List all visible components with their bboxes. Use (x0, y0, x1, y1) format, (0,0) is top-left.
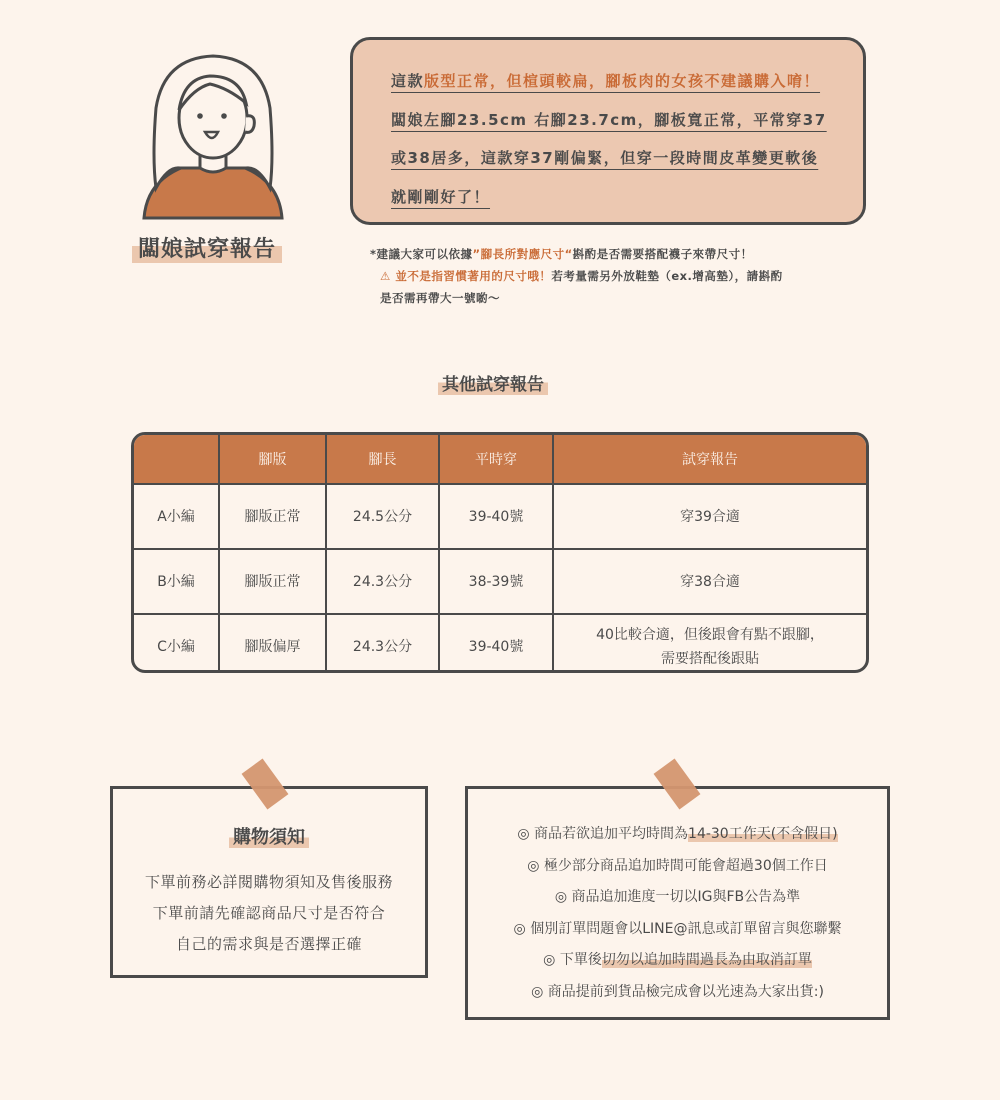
table-header (134, 435, 219, 484)
note-line-1: *建議大家可以依據”腳長所對應尺寸“斟酌是否需要搭配襪子來帶尺寸！ (370, 247, 753, 261)
purchase-notice-title: 購物須知 (229, 827, 309, 848)
restock-line: ◎ 商品若欲追加平均時間為14-30工作天(不含假日) (517, 826, 838, 842)
restock-line: ◎ 下單後切勿以追加時間過長為由取消訂單 (543, 952, 812, 968)
speech-bubble (350, 37, 866, 225)
table-cell: 24.3公分 (326, 549, 439, 614)
bubble-line-4: 就剛剛好了！ (391, 187, 491, 206)
restock-line: ◎ 極少部分商品追加時間可能會超過30個工作日 (527, 857, 828, 874)
table-cell: 腳版正常 (219, 484, 326, 549)
note-line-2: ⚠ 並不是指習慣著用的尺寸哦！若考量需另外放鞋墊（ex.增高墊），請斟酌 (380, 269, 783, 283)
warning-icon: ⚠ (380, 269, 391, 283)
other-reports-title: 其他試穿報告 (438, 370, 548, 395)
table-cell: 24.3公分 (326, 614, 439, 673)
size-note (370, 243, 850, 309)
bubble-line-2: 闆娘左腳23.5cm 右腳23.7cm，腳板寬正常，平常穿37 (391, 110, 827, 129)
table-cell: 腳版正常 (219, 549, 326, 614)
table-cell: 39-40號 (439, 614, 553, 673)
table-cell: A小編 (134, 484, 219, 549)
table-header-row (134, 435, 866, 484)
table-cell: 穿39合適 (553, 484, 866, 549)
table-cell: B小編 (134, 549, 219, 614)
restock-line: ◎ 個別訂單問題會以LINE@訊息或訂單留言與您聯繫 (513, 920, 842, 937)
table-cell: 穿38合適 (553, 549, 866, 614)
purchase-notice-box (110, 786, 428, 978)
table-row (134, 549, 866, 614)
table-cell: 40比較合適，但後跟會有點不跟腳， 需要搭配後跟貼 (553, 614, 866, 673)
table-header: 腳版 (219, 435, 326, 484)
table-header: 腳長 (326, 435, 439, 484)
restock-line: ◎ 商品提前到貨品檢完成會以光速為大家出貨:) (531, 983, 824, 1000)
bubble-line-3: 或38居多，這款穿37剛偏緊，但穿一段時間皮革變更軟後 (391, 149, 819, 167)
avatar (138, 48, 288, 220)
note-line-3: 是否需再帶大一號喲～ (380, 291, 500, 305)
table-cell: 39-40號 (439, 484, 553, 549)
table-cell: C小編 (134, 614, 219, 673)
purchase-notice-text: 下單前務必詳閱購物須知及售後服務 下單前請先確認商品尺寸是否符合 自己的需求與是否選擇正確 (144, 873, 393, 953)
table-row (134, 484, 866, 549)
fitting-report-table (131, 432, 869, 673)
table-header: 平時穿 (439, 435, 553, 484)
bubble-line-1: 這款版型正常，但楦頭較扁，腳板肉的女孩不建議購入唷！ (391, 72, 821, 90)
table-cell: 24.5公分 (326, 484, 439, 549)
table-cell: 38-39號 (439, 549, 553, 614)
restock-line: ◎ 商品追加進度一切以IG與FB公告為準 (554, 889, 801, 905)
restock-notice-text (468, 819, 887, 1008)
table-row (134, 614, 866, 673)
table-cell: 腳版偏厚 (219, 614, 326, 673)
table-header: 試穿報告 (553, 435, 866, 484)
restock-notice-box (465, 786, 890, 1020)
profile-title: 闆娘試穿報告 (132, 232, 282, 263)
